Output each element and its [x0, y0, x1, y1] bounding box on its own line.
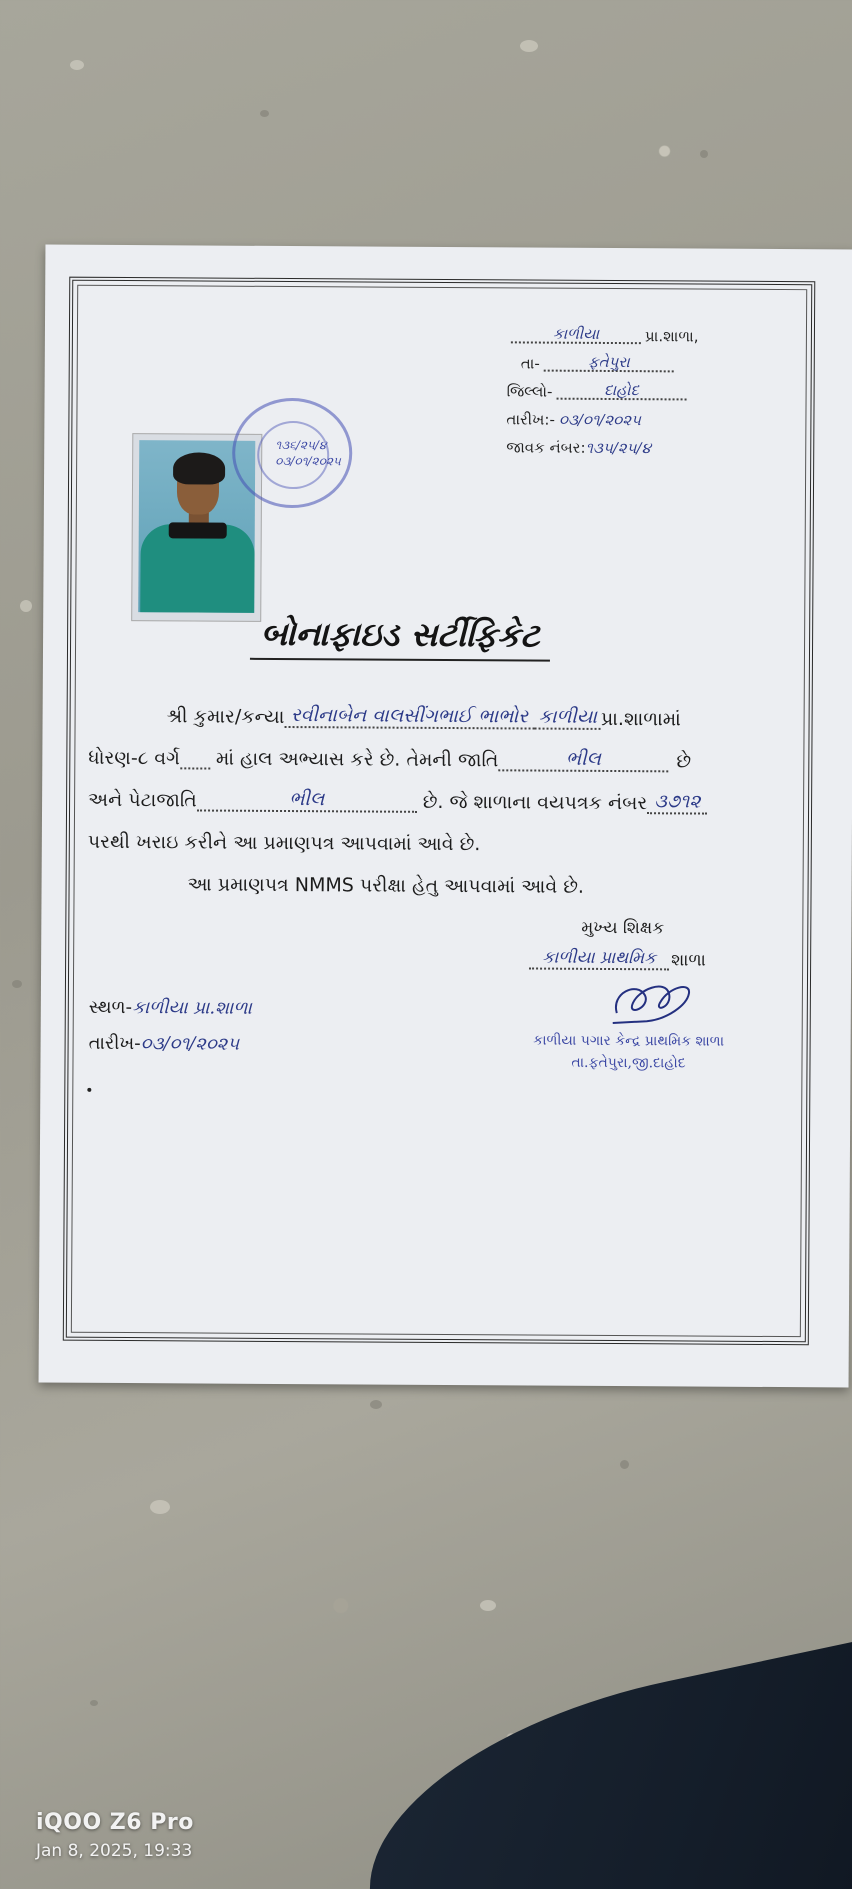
stamp-note-line1: ૧૩૬/૨૫/૪	[275, 437, 327, 453]
district-handwritten: દાહોદ	[556, 383, 686, 401]
principal-stamp-line1: કાળીયા પગાર કેન્દ્ર પ્રાથમિક શાળા	[533, 1032, 725, 1050]
purpose-text: આ પ્રમાણપત્ર NMMS પરીક્ષા હેતુ આપવામાં આવે છે.	[187, 873, 585, 898]
issue-date-label: તારીખ-	[88, 1032, 141, 1055]
camera-watermark	[36, 1810, 194, 1861]
photo-hair	[173, 452, 225, 484]
outward-number-handwritten: ૧૩૫/૨૫/૪	[585, 438, 651, 458]
body-line-2	[88, 727, 788, 773]
principal-signature	[607, 973, 697, 1032]
caste-suffix: છે	[676, 750, 692, 773]
caste-handwritten: ભીલ	[498, 747, 668, 772]
floor-speck	[520, 40, 538, 52]
place-row	[89, 981, 252, 1018]
verification-text: પરથી ખરાઇ કરીને આ પ્રમાણપત્ર આપવામાં આવે છે.	[87, 830, 481, 856]
floor-speck	[150, 1500, 170, 1514]
subcaste-label: અને પેટાજાતિ	[88, 788, 197, 812]
certificate-body	[88, 685, 789, 899]
school-address-block	[506, 315, 787, 457]
principal-school	[529, 948, 706, 971]
taluka-handwritten: ફતેપુરા	[544, 355, 674, 373]
register-text: છે. જે શાળાના વયપત્રક નંબર	[422, 790, 648, 815]
district-label: જિલ્લો-	[506, 382, 553, 401]
school-name-handwritten: કાળીયા	[511, 326, 641, 344]
floor-speck	[620, 1460, 629, 1469]
photo-collar	[169, 522, 227, 538]
stamp-handwritten-note	[275, 437, 341, 470]
certificate-title: બોનાફાઇડ સર્ટીફિકેટ	[250, 614, 550, 662]
floor-speck	[700, 150, 708, 158]
school-round-stamp	[232, 398, 353, 509]
dark-cloth-corner	[339, 1635, 852, 1889]
stamp-note-line2: ૦૩/૦૧/૨૦૨૫	[275, 454, 341, 469]
place-label: સ્થળ-	[88, 996, 133, 1019]
date-label: તારીખ:-	[506, 410, 555, 429]
date-handwritten: ૦૩/૦૧/૨૦૨૫	[558, 410, 641, 430]
principal-rubber-stamp	[528, 1030, 728, 1076]
issue-date-handwritten: ૦૩/૦૧/૨૦૨૫	[140, 1033, 240, 1055]
district-row	[507, 371, 787, 401]
place-date-block	[89, 981, 252, 1054]
certificate-paper	[39, 245, 852, 1388]
student-name-handwritten: રવીનાબેન વાલસીંગભાઈ ભાભોર	[284, 704, 534, 730]
class-handwritten	[180, 767, 210, 769]
body-line-4	[88, 811, 788, 857]
principal-school-suffix: શાળા	[671, 950, 706, 971]
floor-speck	[70, 60, 84, 70]
device-name: iQOO Z6 Pro	[36, 1810, 194, 1835]
study-text: માં હાલ અભ્યાસ કરે છે. તેમની જાતિ	[215, 747, 499, 772]
student-label: શ્રી કુમાર/કન્યા	[166, 705, 285, 729]
place-handwritten: કાળીયા પ્રા.શાળા	[132, 997, 252, 1019]
principal-title: મુખ્ય શિક્ષક	[581, 917, 665, 939]
school-suffix-text: પ્રા.શાળામાં	[600, 707, 681, 731]
school-handwritten: કાળીયા	[534, 706, 601, 730]
floor-speck	[260, 110, 269, 117]
ink-dot	[87, 1088, 91, 1092]
outward-number-row	[506, 427, 786, 457]
subcaste-handwritten: ભીલ	[197, 787, 417, 812]
register-number-handwritten: ૩૭૧૨	[647, 790, 707, 814]
taluka-row	[507, 343, 787, 373]
school-name-row	[507, 315, 787, 345]
capture-datetime: Jan 8, 2025, 19:33	[36, 1841, 193, 1861]
standard-label: ધોરણ-૮ વર્ગ	[88, 746, 181, 770]
floor-speck	[480, 1600, 496, 1611]
floor-speck	[90, 1700, 98, 1706]
principal-school-handwritten: કાળીયા પ્રાથમિક	[529, 948, 669, 971]
school-suffix: પ્રા.શાળા,	[644, 327, 699, 346]
floor-speck	[370, 1400, 382, 1409]
issue-date-row	[89, 1017, 252, 1054]
body-line-1	[89, 685, 789, 731]
outward-number-label: જાવક નંબર:	[506, 438, 586, 457]
body-line-5	[88, 853, 788, 899]
date-row	[506, 399, 786, 429]
taluka-label: તા-	[520, 354, 540, 373]
floor-speck	[12, 980, 22, 988]
floor-speck	[20, 600, 32, 612]
principal-stamp-line2: તા.ફતેપુરા,જી.દાહોદ	[571, 1055, 686, 1072]
body-line-3	[88, 769, 788, 815]
